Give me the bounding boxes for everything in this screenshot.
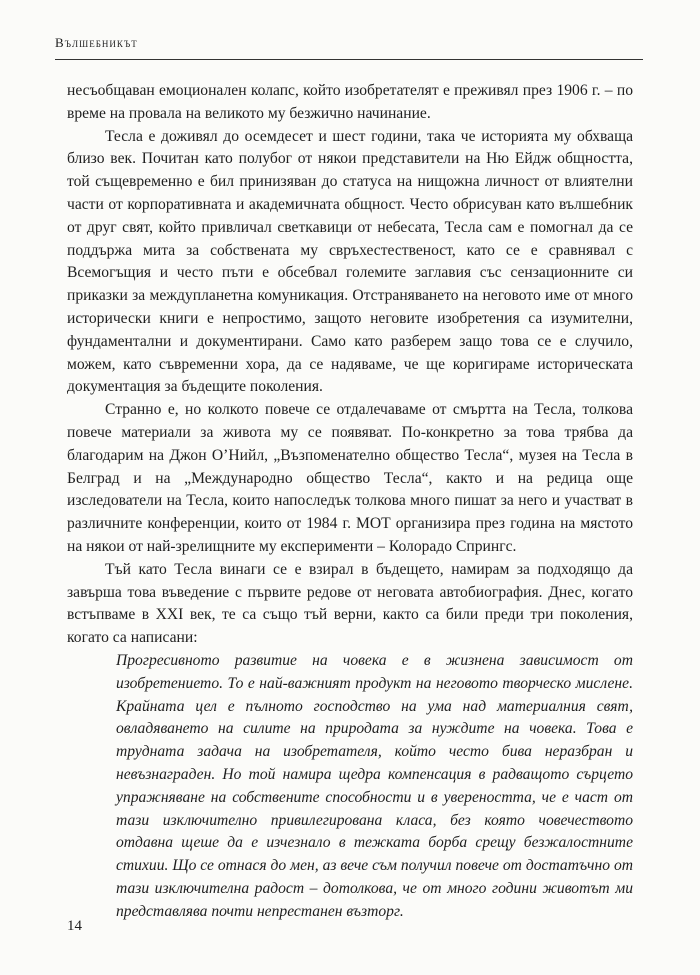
- paragraph: Странно е, но колкото повече се отдалечаваме от смъртта на Тесла, толкова повече материали за живота му се появяват. По-конкретно за това трябва да благодарим на Джон О’Нийл, „Възпоменателно общество Тесла“, музея на Тесла в Белград и на „Международно общество Тесла“, както и на редица още изследователи на Тесла, които напоследък толкова много пишат за него и участват в различните конференции, които от 1984 г. МОТ организира през година на мястото на някои от най-зрелищните му експерименти – Колорадо Спрингс.: [67, 401, 633, 555]
- header-rule: [55, 59, 643, 60]
- page-number: 14: [67, 918, 82, 934]
- paragraph: Тъй като Тесла винаги се е взирал в бъдещето, намирам за подходящо да завърша това въведение с първите редове от неговата автобиография. Днес, когато встъпваме в XXI век, те са също тъй верни, както са били преди три поколения, когато са написани:: [67, 560, 633, 647]
- paragraph: Тесла е доживял до осемдесет и шест години, така че историята му обхваща близо век. Почитан като полубог от някои представители на Ню Ейдж общността, той същевременно е бил принизяван до статуса на нищожна личност от влиятелни части от корпоративната и академичната общност. Често обрисуван като вълшебник от друг свят, който привличал светкавици от небесата, Тесла сам е помогнал да се поддържа мита за собствената му свръхестественост, като се е сравнявал с Всемогъщия и често пъти е обсебвал големите заглавия със сензационните си приказки за междупланетна комуникация. Отстраняването на неговото име от много исторически книги е непростимо, защото неговите изобретения са изумителни, фундаментални и документирани. Само като разберем защо това се е случило, можем, като съвременни хора, да се надяваме, че ще коригираме историческата документация за бъдещите поколения.: [67, 127, 633, 396]
- autobiography-quote: Прогресивното развитие на човека е в жизнена зависимост от изобретението. То е най-важният продукт на неговото творческо мислене. Крайната цел е пълното господство на ума над материалния свят, овладяването на силите на природата за нуждите на човека. Това е трудната задача на изобретателя, който често бива неразбран и невъзнаграден. Но той намира щедра компенсация в радващото сърцето упражняване на собствените способности и в увереността, че е част от тази изключително привилегирована класа, без която човечеството отдавна щеше да е изчезнало в тежката борба срещу безжалостните стихии. Що се отнася до мен, аз вече съм получил повече от достатъчно от тази изключителна радост – дотолкова, че от много години животът ми представлява почти непрестанен възторг.: [116, 651, 633, 920]
- running-header: Вълшебникът: [55, 35, 138, 50]
- body-text: [67, 80, 633, 923]
- paragraph-continuation: несъобщаван емоционален колапс, който изобретателят е преживял през 1906 г. – по време на провала на великото му безжично начинание.: [67, 82, 633, 122]
